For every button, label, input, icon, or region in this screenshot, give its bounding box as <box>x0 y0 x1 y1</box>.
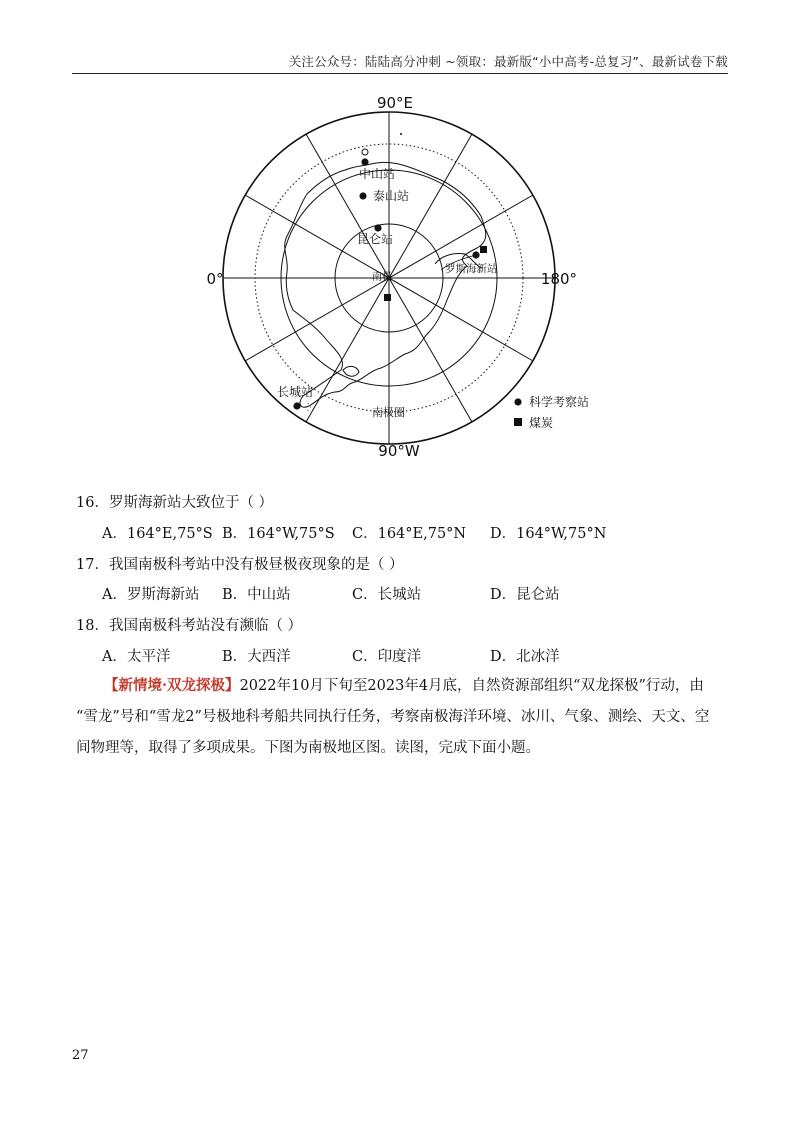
q18-option-a[interactable]: A．太平洋 <box>102 649 171 665</box>
q17-option-b[interactable]: B．中山站 <box>222 587 291 603</box>
coal-marker-ross <box>480 246 487 253</box>
legend-coal-icon <box>514 418 522 426</box>
south-pole-label: 南极 <box>372 272 392 283</box>
q16-option-c[interactable]: C．164°E,75°N <box>352 526 467 542</box>
q18-option-b[interactable]: B．大西洋 <box>222 649 291 665</box>
q16-option-d[interactable]: D．164°W,75°N <box>490 526 607 542</box>
intro-line-1 <box>76 670 736 702</box>
legend-station-icon <box>514 398 521 405</box>
intro-line-3: 间物理等，取得了多项成果。下图为南极地区图。读图，完成下面小题。 <box>76 740 540 756</box>
page-number: 27 <box>72 1048 89 1063</box>
intro-tag: 【新情境·双龙探极】 <box>104 677 240 694</box>
label-0: 0° <box>206 270 224 288</box>
q16-option-a[interactable]: A．164°E,75°S <box>102 526 213 542</box>
q18-option-c[interactable]: C．印度洋 <box>352 649 422 665</box>
svg-text:⁛: ⁛ <box>305 403 312 412</box>
label-90e: 90°E <box>376 94 414 112</box>
page-header: 关注公众号：陆陆高分冲刺 ~领取：最新版“小中高考-总复习”、最新试卷下载 <box>288 54 728 69</box>
label-90w: 90°W <box>378 442 420 460</box>
intro-line-2: “雪龙”号和“雪龙2”号极地科考船共同执行任务，考察南极海洋环境、冰川、气象、测绘、天文、空 <box>76 709 710 725</box>
intro-paragraph <box>76 670 736 764</box>
antarctic-map <box>195 88 615 463</box>
taishan-station-label: 泰山站 <box>373 189 410 203</box>
peninsula-island <box>343 366 359 376</box>
question-16-stem: 16．罗斯海新站大致位于（ ） <box>76 495 274 511</box>
luosihai-station-marker <box>472 251 479 258</box>
question-17-stem: 17．我国南极科考站中没有极昼极夜现象的是（ ） <box>76 557 404 573</box>
q17-option-a[interactable]: A．罗斯海新站 <box>102 587 200 603</box>
intro-line-1-text: 2022年10月下旬至2023年4月底，自然资源部组织“双龙探极”行动，由 <box>239 678 704 694</box>
changcheng-station-label: 长城站 <box>277 385 314 399</box>
q16-option-b[interactable]: B．164°W,75°S <box>222 526 335 542</box>
question-18-stem: 18．我国南极科考站没有濒临（ ） <box>76 618 303 634</box>
zhongshan-station-marker <box>361 158 368 165</box>
kunlun-station-marker <box>374 224 381 231</box>
luosihai-station-label: 罗斯海新站 <box>445 263 498 275</box>
legend-station-label: 科学考察站 <box>529 395 590 409</box>
taishan-station-marker <box>359 192 366 199</box>
map-legend <box>514 394 589 430</box>
kunlun-station-label: 昆仑站 <box>357 232 394 246</box>
q18-option-d[interactable]: D．北冰洋 <box>490 649 560 665</box>
changcheng-station-marker <box>293 402 300 409</box>
header-rule <box>72 73 728 74</box>
legend-coal-label: 煤炭 <box>529 416 554 430</box>
label-180: 180° <box>540 270 578 288</box>
q17-option-c[interactable]: C．长城站 <box>352 587 422 603</box>
coal-marker-pole <box>384 294 391 301</box>
zhongshan-station-label: 中山站 <box>359 167 396 181</box>
antarctic-circle-label: 南极圈 <box>372 406 405 419</box>
q17-option-d[interactable]: D．昆仑站 <box>490 587 560 603</box>
